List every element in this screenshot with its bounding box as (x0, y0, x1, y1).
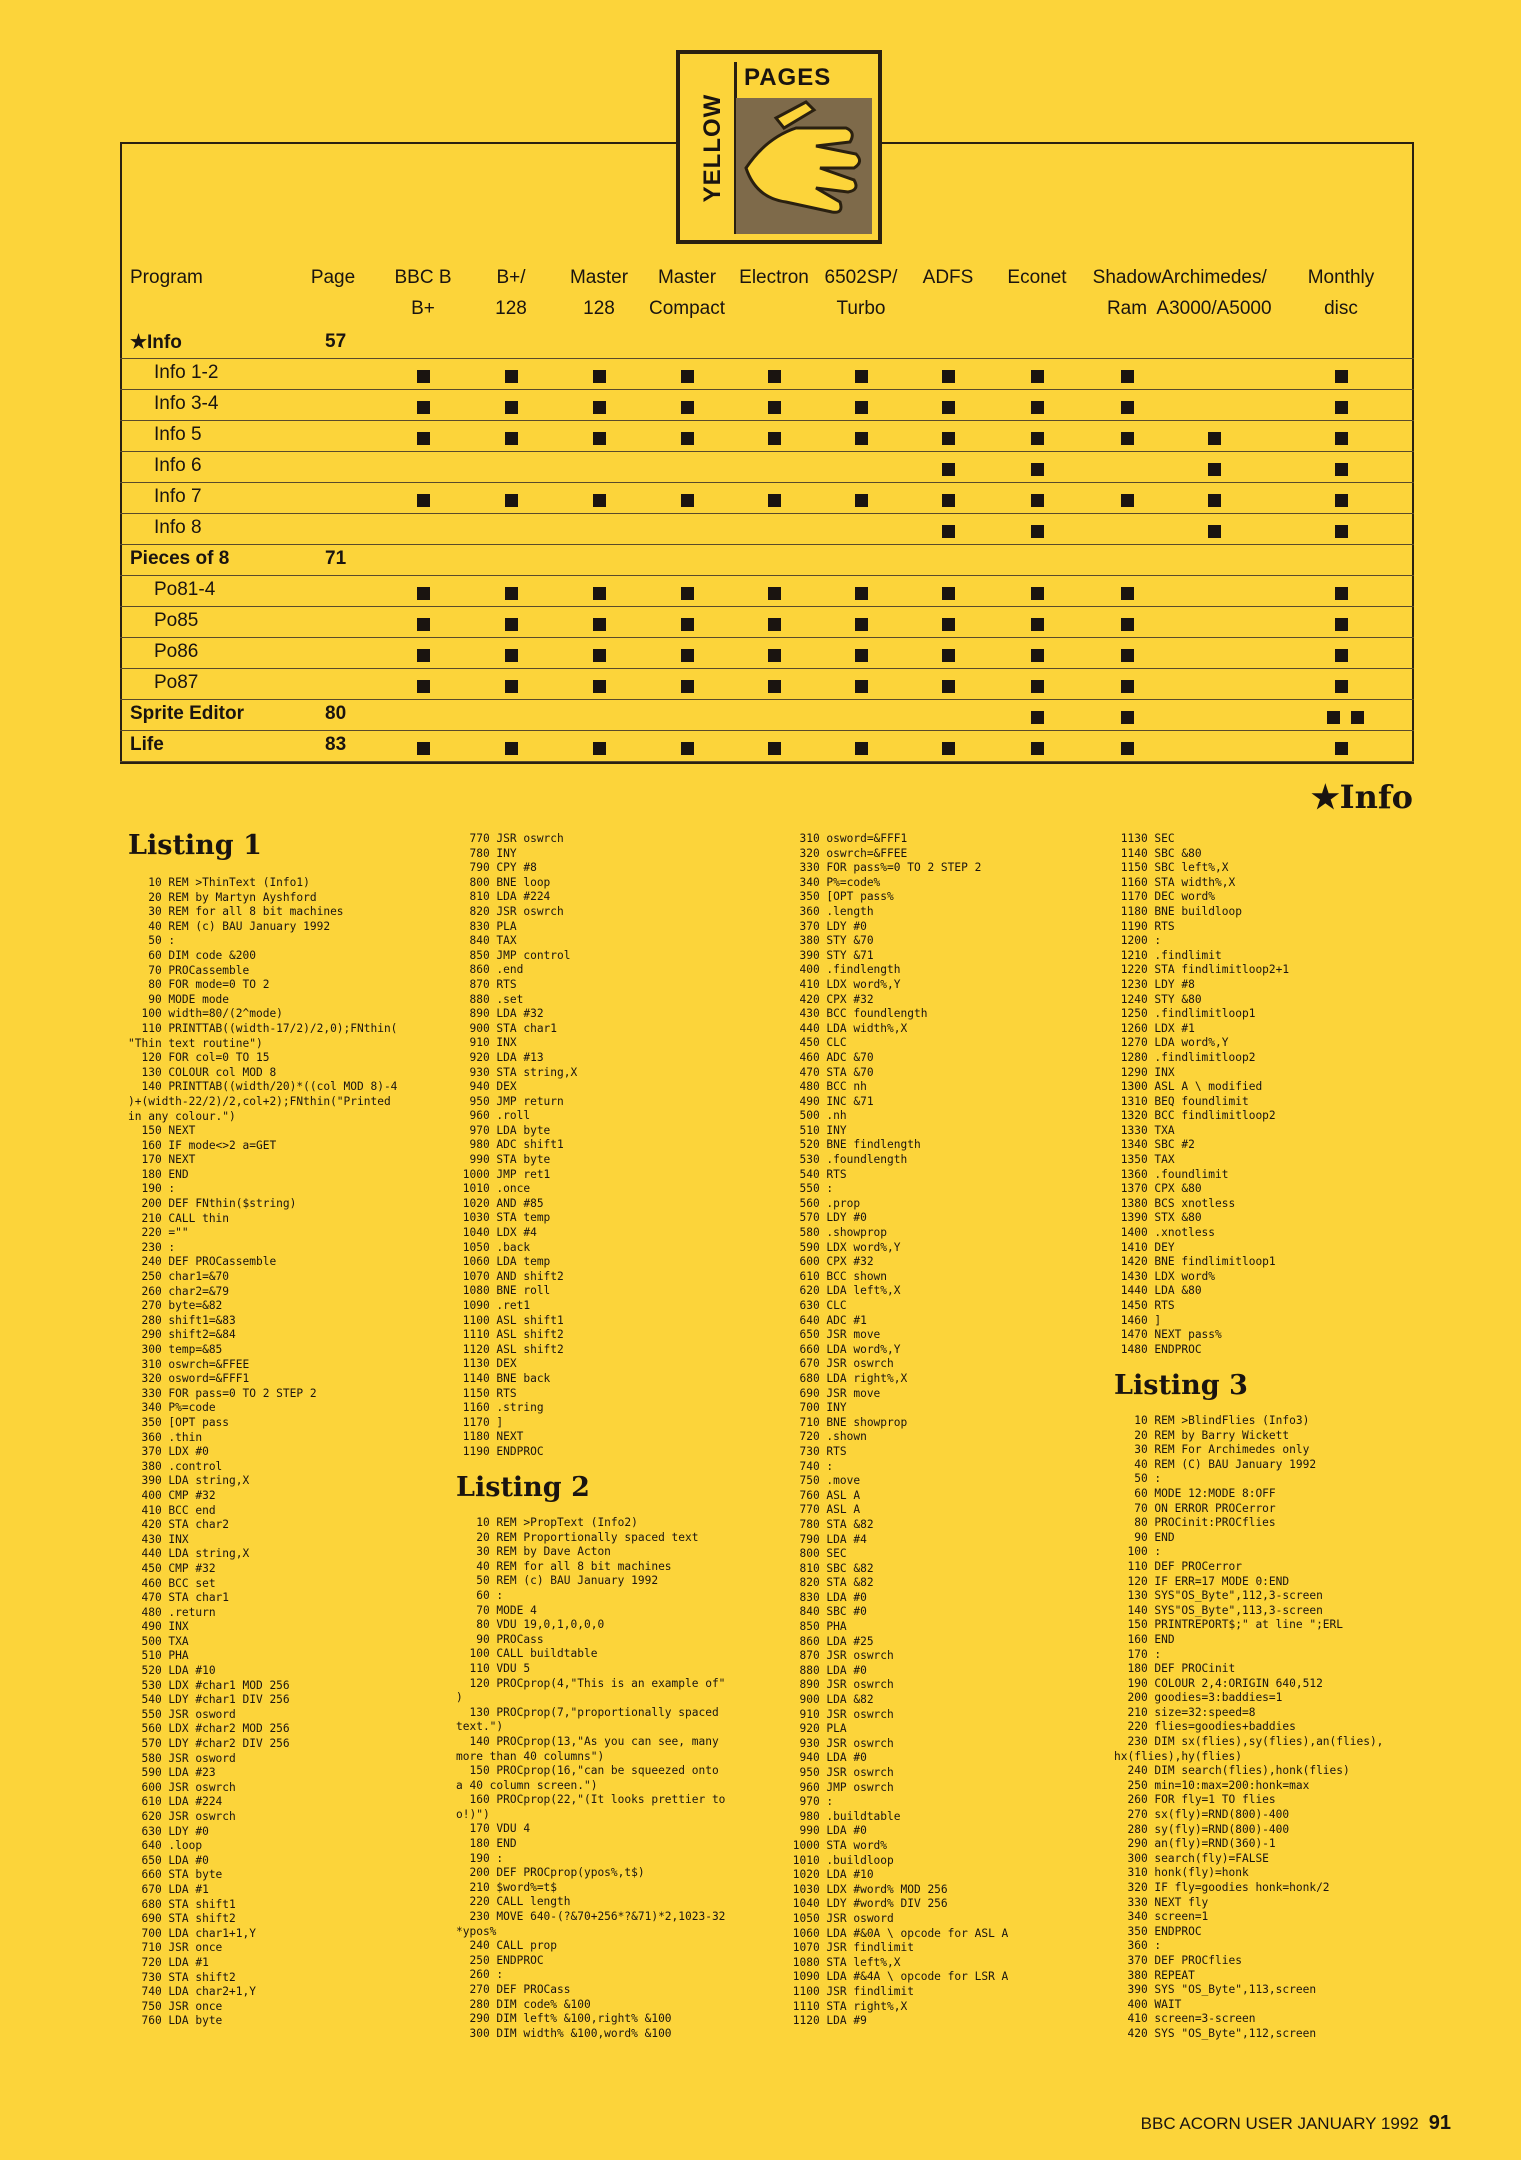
column-header-line: BBC B (394, 267, 452, 288)
compat-mark (681, 587, 694, 600)
info-heading: ★Info (1310, 778, 1413, 816)
top-frame-right (882, 142, 1414, 144)
compat-mark (1121, 649, 1134, 662)
listing-1-code-cont: 770 JSR oswrch 780 INY 790 CPY #8 800 BNE loop 810 LDA #224 820 JSR oswrch 830 PLA 840 TAX 850 JMP control 860 .end 870 RTS 880 .set 890 LDA #32 900 STA char1 910 INX 920 LDA #13 930 STA string,X 940 DEX 950 JMP return 960 .roll 970 LDA byte 980 ADC shift1 990 STA byte 1000 JMP ret1 1010 .once 1020 AND #85 1030 STA temp 1040 LDX #4 1050 .back 1060 LDA temp 1070 AND shift2 1080 BNE roll 1090 .ret1 1100 ASL shift1 1110 ASL shift2 1120 ASL shift2 1130 DEX 1140 BNE back 1150 RTS 1160 .string 1170 ] 1180 NEXT 1190 ENDPROC (462, 832, 578, 1458)
table-row (120, 699, 1414, 731)
compat-mark (768, 680, 781, 693)
compat-mark (1335, 370, 1348, 383)
compat-mark (1121, 401, 1134, 414)
compat-mark (1335, 649, 1348, 662)
compat-mark (1208, 432, 1221, 445)
compat-mark (1121, 432, 1134, 445)
compat-mark (768, 370, 781, 383)
row-page: 71 (325, 548, 347, 569)
compat-mark (1031, 680, 1044, 693)
table-row (120, 544, 1414, 576)
column-header-12 (1281, 262, 1401, 324)
compat-mark (417, 742, 430, 755)
compat-mark (417, 494, 430, 507)
listing-2-code: 10 REM >PropText (Info2) 20 REM Proportionally spaced text 30 REM by Dave Acton 40 REM for all 8 bit machines 50 REM (c) BAU January 1992 60 : 70 MODE 4 80 VDU 19,0,1,0,0,0 90 PROCass 100 CALL buildtable 110 VDU 5 120 PROCprop(4,"This is an example of" ) 130 PROCprop(7,"proportionally spaced text.") 140 PROCprop(13,"As you can see, many more than 40 columns") 150 PROCprop(16,"can be squeezed onto a 40 column screen.") 160 PROCprop(22,"(It looks prettier to o!)") 170 VDU 4 180 END 190 : 200 DEF PROCprop(ypos%,t$) 210 $word%=t$ 220 CALL length 230 MOVE 640-(?&70+256*?&71)*2,1023-32 *ypos% 240 CALL prop 250 ENDPROC 260 : 270 DEF PROCass 280 DIM code% &100 290 DIM left% &100,right% &100 300 DIM width% &100,word% &100 (456, 1516, 726, 2040)
compat-mark (1121, 587, 1134, 600)
compat-mark (505, 742, 518, 755)
compat-mark (593, 401, 606, 414)
compat-mark (768, 494, 781, 507)
compat-mark (1031, 742, 1044, 755)
compat-mark (942, 742, 955, 755)
compat-mark (593, 742, 606, 755)
compat-mark (855, 649, 868, 662)
compat-mark (942, 618, 955, 631)
column-header-line: Compact (648, 298, 726, 319)
compat-mark (417, 618, 430, 631)
column-header-line: Page (310, 267, 356, 288)
table-row (120, 482, 1414, 514)
compat-mark (942, 432, 955, 445)
compat-mark (505, 618, 518, 631)
row-label: Info 1-2 (154, 362, 219, 383)
compat-mark (1121, 742, 1134, 755)
compat-mark (768, 432, 781, 445)
compat-mark (1031, 432, 1044, 445)
column-header-line: ADFS (922, 267, 974, 288)
compat-mark (768, 742, 781, 755)
row-label: Info 5 (154, 424, 202, 445)
compat-mark (681, 494, 694, 507)
row-page: 57 (325, 331, 347, 352)
compat-mark (505, 587, 518, 600)
compat-mark (1335, 742, 1348, 755)
compat-mark (593, 494, 606, 507)
row-label: Info 8 (154, 517, 202, 538)
table-row (120, 730, 1414, 762)
compat-mark (768, 618, 781, 631)
compat-mark (1335, 587, 1348, 600)
compat-mark (1031, 370, 1044, 383)
compat-mark (1335, 463, 1348, 476)
listing-3-title: Listing 3 (1114, 1370, 1248, 1401)
listing-2-code-end: 1130 SEC 1140 SBC &80 1150 SBC left%,X 1160 STA width%,X 1170 DEC word% 1180 BNE buildloop 1190 RTS 1200 : 1210 .findlimit 1220 STA findlimitloop2+1 1230 LDY #8 1240 STY &80 1250 .findlimitloop1 1260 LDX #1 1270 LDA word%,Y 1280 .findlimitloop2 1290 INX 1300 ASL A \ modified 1310 BEQ foundlimit 1320 BCC findlimitloop2 1330 TXA 1340 SBC #2 1350 TAX 1360 .foundlimit 1370 CPX &80 1380 BCS xnotless 1390 STX &80 1400 .xnotless 1410 DEY 1420 BNE findlimitloop1 1430 LDX word% 1440 LDA &80 1450 RTS 1460 ] 1470 NEXT pass% 1480 ENDPROC (1120, 832, 1290, 1356)
table-row (120, 513, 1414, 545)
table-row (120, 358, 1414, 390)
compat-mark (505, 370, 518, 383)
compat-mark (593, 618, 606, 631)
compat-mark (942, 494, 955, 507)
row-label: Info 7 (154, 486, 202, 507)
listing-2-title: Listing 2 (456, 1472, 590, 1503)
listing-2-code-cont: 310 osword=&FFF1 320 oswrch=&FFEE 330 FOR pass%=0 TO 2 STEP 2 340 P%=code% 350 [OPT pass% 360 .length 370 LDY #0 380 STY &70 390 STY &71 400 .findlength 410 LDX word%,Y 420 CPX #32 430 BCC foundlength 440 LDA width%,X 450 CLC 460 ADC &70 470 STA &70 480 BCC nh 490 INC &71 500 .nh 510 INY 520 BNE findlength 530 .foundlength 540 RTS 550 : 560 .prop 570 LDY #0 580 .showprop 590 LDX word%,Y 600 CPX #32 610 BCC shown 620 LDA left%,X 630 CLC 640 ADC #1 650 JSR move 660 LDA word%,Y 670 JSR oswrch 680 LDA right%,X 690 JSR move 700 INY 710 BNE showprop 720 .shown 730 RTS 740 : 750 .move 760 ASL A 770 ASL A 780 STA &82 790 LDA #4 800 SEC 810 SBC &82 820 STA &82 830 LDA #0 840 SBC #0 850 PHA 860 LDA #25 870 JSR oswrch 880 LDA #0 890 JSR oswrch 900 LDA &82 910 JSR oswrch 920 PLA 930 JSR oswrch 940 LDA #0 950 JSR oswrch 960 JMP oswrch 970 : 980 .buildtable 990 LDA #0 1000 STA word% 1010 .buildloop 1020 LDA #10 1030 LDX #word% MOD 256 1040 LDY #word% DIV 256 1050 JSR osword 1060 LDA #&0A \ opcode for ASL A 1070 JSR findlimit 1080 STA left%,X 1090 LDA #&4A \ opcode for LSR A 1100 JSR findlimit 1110 STA right%,X 1120 LDA #9 (792, 832, 1009, 2028)
page-number: 91 (1428, 2112, 1451, 2134)
compat-mark (855, 742, 868, 755)
compat-mark (505, 494, 518, 507)
compat-mark (681, 680, 694, 693)
compat-mark (505, 432, 518, 445)
frame-bottom (120, 762, 1414, 764)
column-header-line: Turbo (836, 298, 886, 319)
logo-yellow-text: YELLOW (699, 93, 726, 203)
listing-1-code: 10 REM >ThinText (Info1) 20 REM by Martyn Ayshford 30 REM for all 8 bit machines 40 REM (c) BAU January 1992 50 : 60 DIM code &200 70 PROCassemble 80 FOR mode=0 TO 2 90 MODE mode 100 width=80/(2^mode) 110 PRINTTAB((width-17/2)/2,0);FNthin( "Thin text routine") 120 FOR col=0 TO 15 130 COLOUR col MOD 8 140 PRINTTAB((width/20)*((col MOD 8)-4 )+(width-22/2)/2,col+2);FNthin("Printed in any colour.") 150 NEXT 160 IF mode<>2 a=GET 170 NEXT 180 END 190 : 200 DEF FNthin($string) 210 CALL thin 220 ="" 230 : 240 DEF PROCassemble 250 char1=&70 260 char2=&79 270 byte=&82 280 shift1=&83 290 shift2=&84 300 temp=&85 310 oswrch=&FFEE 320 osword=&FFF1 330 FOR pass=0 TO 2 STEP 2 340 P%=code 350 [OPT pass 360 .thin 370 LDX #0 380 .control 390 LDA string,X 400 CMP #32 410 BCC end 420 STA char2 430 INX 440 LDA string,X 450 CMP #32 460 BCC set 470 STA char1 480 .return 490 INX 500 TXA 510 PHA 520 LDA #10 530 LDX #char1 MOD 256 540 LDY #char1 DIV 256 550 JSR osword 560 LDX #char2 MOD 256 570 LDY #char2 DIV 256 580 JSR osword 590 LDA #23 600 JSR oswrch 610 LDA #224 620 JSR oswrch 630 LDY #0 640 .loop 650 LDA #0 660 STA byte 670 LDA #1 680 STA shift1 690 STA shift2 700 LDA char1+1,Y 710 JSR once 720 LDA #1 730 STA shift2 740 LDA char2+1,Y 750 JSR once 760 LDA byte (128, 876, 398, 2028)
footer-text: BBC ACORN USER JANUARY 1992 (1140, 2114, 1419, 2133)
column-header-line: Econet (1007, 267, 1067, 288)
compat-mark (855, 680, 868, 693)
column-header-line: 6502SP/ (824, 267, 898, 288)
compat-mark (1031, 463, 1044, 476)
row-label: ★Info (130, 332, 182, 353)
table-row (120, 389, 1414, 421)
column-header-line: 128 (583, 298, 615, 319)
hand-icon (736, 98, 872, 234)
compat-mark (505, 680, 518, 693)
compat-mark (505, 649, 518, 662)
table-row (120, 451, 1414, 483)
compat-mark (942, 587, 955, 600)
column-header-line (130, 293, 203, 324)
row-label: Pieces of 8 (130, 548, 230, 569)
compat-mark (1121, 680, 1134, 693)
compat-mark (1208, 525, 1221, 538)
column-header-line: Master (569, 267, 629, 288)
compat-mark (942, 401, 955, 414)
compat-mark (1121, 618, 1134, 631)
compat-mark (593, 680, 606, 693)
row-label: Po86 (154, 641, 199, 662)
row-label: Po81-4 (154, 579, 216, 600)
table-row (120, 637, 1414, 669)
compat-mark (1121, 494, 1134, 507)
listing-1-title: Listing 1 (128, 830, 262, 861)
compat-mark (1335, 618, 1348, 631)
compat-mark (417, 432, 430, 445)
table-row (120, 668, 1414, 700)
column-header-line: 128 (495, 298, 527, 319)
top-frame-left (120, 142, 676, 144)
compat-mark (593, 432, 606, 445)
compat-mark (768, 649, 781, 662)
column-header-line: Program (130, 267, 203, 288)
compat-mark (1031, 649, 1044, 662)
page-footer (1141, 2112, 1451, 2135)
compat-mark (681, 649, 694, 662)
compat-mark (855, 432, 868, 445)
yellow-strip (688, 62, 737, 234)
row-label: Info 3-4 (154, 393, 219, 414)
compat-mark (681, 618, 694, 631)
compat-mark (1335, 432, 1348, 445)
compat-mark (1208, 463, 1221, 476)
compat-mark (855, 370, 868, 383)
compat-mark (1031, 711, 1044, 724)
compat-mark (417, 370, 430, 383)
compat-mark (681, 370, 694, 383)
compat-mark (942, 463, 955, 476)
table-row (120, 575, 1414, 607)
column-header-line: B+/ (496, 267, 526, 288)
compat-mark (1351, 711, 1364, 724)
column-header-line: Electron (739, 267, 809, 288)
yellow-pages-logo (676, 50, 882, 244)
row-page: 80 (325, 703, 347, 724)
compat-mark (942, 649, 955, 662)
compat-mark (1031, 587, 1044, 600)
compat-mark (505, 401, 518, 414)
compat-mark (768, 587, 781, 600)
compat-mark (681, 401, 694, 414)
row-label: Po85 (154, 610, 199, 631)
column-header-line: disc (1324, 298, 1358, 319)
compat-mark (593, 587, 606, 600)
column-header-line: Shadow (1092, 267, 1162, 288)
row-label: Sprite Editor (130, 703, 245, 724)
table-row (120, 606, 1414, 638)
compat-mark (681, 432, 694, 445)
compat-mark (855, 618, 868, 631)
compat-mark (417, 401, 430, 414)
compat-mark (1031, 494, 1044, 507)
logo-pages-text: PAGES (744, 64, 832, 91)
compat-mark (855, 587, 868, 600)
compat-mark (1208, 494, 1221, 507)
compat-mark (1121, 711, 1134, 724)
column-header-line: Archimedes/ (1161, 267, 1267, 288)
compat-mark (1031, 525, 1044, 538)
compat-mark (593, 370, 606, 383)
column-header-line: Ram (1106, 298, 1148, 319)
listing-3-code: 10 REM >BlindFlies (Info3) 20 REM by Barry Wickett 30 REM For Archimedes only 40 REM (C) BAU January 1992 50 : 60 MODE 12:MODE 8:OFF 70 ON ERROR PROCerror 80 PROCinit:PROCflies 90 END 100 : 110 DEF PROCerror 120 IF ERR=17 MODE 0:END 130 SYS"OS_Byte",112,3-screen 140 SYS"OS_Byte",113,3-screen 150 PRINTREPORT$;" at line ";ERL 160 END 170 : 180 DEF PROCinit 190 COLOUR 2,4:ORIGIN 640,512 200 goodies=3:baddies=1 210 size=32:speed=8 220 flies=goodies+baddies 230 DIM sx(flies),sy(flies),an(flies), hx(flies),hy(flies) 240 DIM search(flies),honk(flies) 250 min=10:max=200:honk=max 260 FOR fly=1 TO flies 270 sx(fly)=RND(800)-400 280 sy(fly)=RND(800)-400 290 an(fly)=RND(360)-1 300 search(fly)=FALSE 310 honk(fly)=honk 320 IF fly=goodies honk=honk/2 330 NEXT fly 340 screen=1 350 ENDPROC 360 : 370 DEF PROCflies 380 REPEAT 390 SYS "OS_Byte",113,screen 400 WAIT 410 screen=3-screen 420 SYS "OS_Byte",112,screen (1114, 1414, 1384, 2040)
row-page: 83 (325, 734, 347, 755)
compat-mark (855, 401, 868, 414)
compat-mark (417, 587, 430, 600)
compat-mark (593, 649, 606, 662)
compat-mark (1031, 401, 1044, 414)
compat-mark (1327, 711, 1340, 724)
table-row (120, 420, 1414, 452)
compat-mark (1335, 525, 1348, 538)
row-label: Life (130, 734, 164, 755)
column-header-line: B+ (411, 298, 435, 319)
compat-mark (1121, 370, 1134, 383)
compat-mark (942, 525, 955, 538)
table-row (120, 327, 1414, 359)
compat-mark (417, 680, 430, 693)
column-header-0 (130, 262, 203, 324)
compat-mark (942, 680, 955, 693)
compat-mark (681, 742, 694, 755)
compat-mark (1335, 680, 1348, 693)
row-label: Po87 (154, 672, 199, 693)
compat-mark (768, 401, 781, 414)
compat-mark (942, 370, 955, 383)
compat-mark (855, 494, 868, 507)
compat-mark (1335, 494, 1348, 507)
compat-mark (1335, 401, 1348, 414)
compat-mark (1031, 618, 1044, 631)
column-header-11 (1154, 262, 1274, 324)
column-header-line: A3000/A5000 (1156, 298, 1272, 319)
compat-mark (417, 649, 430, 662)
column-header-line: Master (657, 267, 717, 288)
row-label: Info 6 (154, 455, 202, 476)
compatibility-table-header (120, 262, 1414, 332)
column-header-line: Monthly (1307, 267, 1375, 288)
